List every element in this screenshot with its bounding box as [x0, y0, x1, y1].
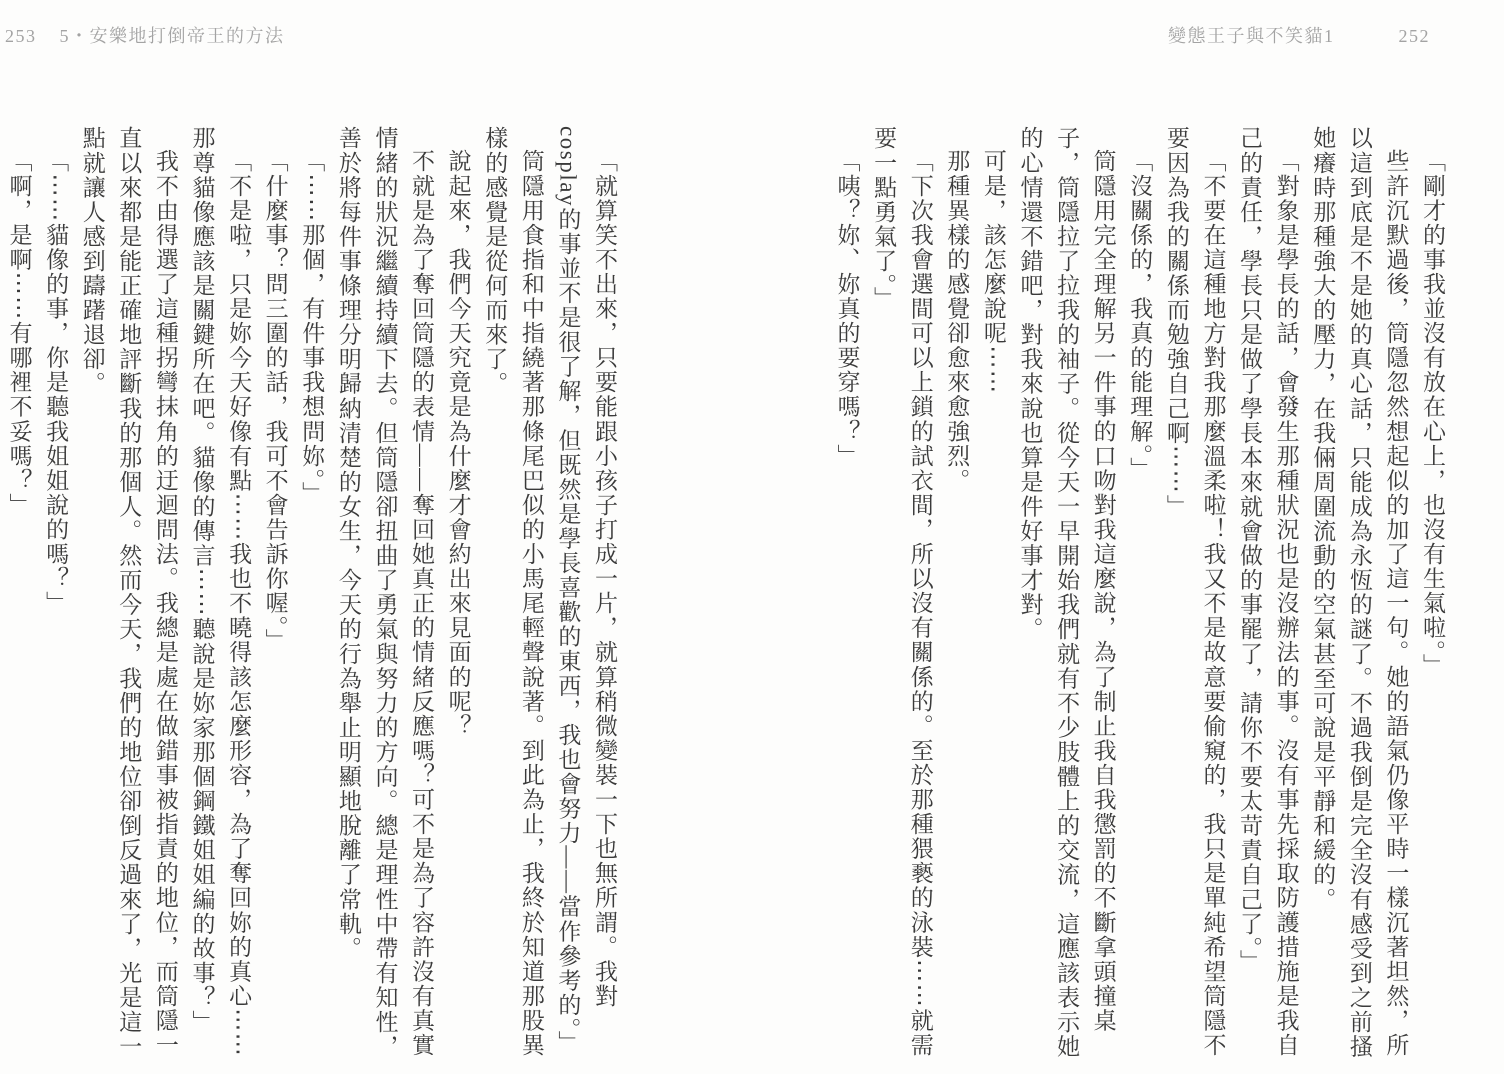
left-page-text [6, 126, 622, 1066]
paragraph: 筒隱用食指和中指繞著那條尾巴似的小馬尾輕聲說著。到此為止，我終於知道那股異樣的感覺是從何而來了。 [482, 126, 544, 1058]
paragraph: 「就算笑不出來，只要能跟小孩子打成一片，就算稍微變裝一下也無所謂。我對cosplay的事並不是很了解，但既然是學長喜歡的東西，我也會努力——當作參考的。」 [555, 126, 617, 1055]
left-chapter-title: 5・安樂地打倒帝王的方法 [59, 26, 285, 46]
paragraph: 「對象是學長的話，會發生那種狀況也是沒辦法的事。沒有事先採取防護措施是我自己的責任，學長只是做了學長本來就會做的事罷了，請你不要太苛責自己了。」 [1237, 126, 1299, 1058]
paragraph: 我不由得選了這種拐彎抹角的迂迴問法。我總是處在做錯事被指責的地位，而筒隱一直以來都是能正確地評斷我的那個人。然而今天，我們的地位卻倒反過來了，光是這一點就讓人感到躊躇退卻。 [79, 126, 178, 1059]
paragraph: 「什麼事？問三圍的話，我可不會告訴你喔。」 [262, 149, 288, 654]
right-page-number: 252 [1398, 26, 1430, 46]
paragraph: 「沒關係的，我真的能理解。」 [1127, 149, 1153, 482]
right-book-title: 變態王子與不笑貓1 [1168, 26, 1335, 46]
paragraph: 可是，該怎麼說呢⋯⋯ [980, 149, 1006, 395]
paragraph: 「不要在這種地方對我那麼溫柔啦！我又不是故意要偷窺的，我只是單純希望筒隱不要因為我的關係而勉強自己啊⋯⋯」 [1163, 126, 1226, 1058]
paragraph: 「啊，是啊⋯⋯有哪裡不妥嗎？」 [6, 149, 32, 518]
paragraph: 「下次我會選間可以上鎖的試衣間，所以沒有關係的。至於那種猥褻的泳裝⋯⋯就需要一點勇氣了。」 [871, 126, 933, 1058]
paragraph: 些許沉默過後，筒隱忽然想起似的加了這一句。她的語氣仍像平時一樣沉著坦然，所以這到底是不是她的真心話，只能成為永恆的謎了。不過我倒是完全沒有感受到之前搔她癢時那種強大的壓力，在我倆周圍流動的空氣甚至可說是平靜和緩的。 [1310, 126, 1409, 1059]
paragraph: 「⋯⋯那個，有件事我想問妳。」 [299, 149, 325, 506]
paragraph: 不就是為了奪回筒隱的表情——奪回她真正的情緒反應嗎？可不是為了容許沒有真實情緒的狀況繼續持續下去。但筒隱卻扭曲了勇氣與努力的方向。總是理性中帶有知性，善於將每件事條理分明歸納清楚的女生，今天的行為舉止明顯地脫離了常軌。 [335, 126, 435, 1059]
paragraph: 筒隱用完全理解另一件事的口吻對我這麼說，為了制止我自我懲罰的不斷拿頭撞桌子，筒隱拉了拉我的袖子。從今天一早開始我們就有不少肢體上的交流，這應該表示她的心情還不錯吧，對我來說也算是件好事才對。 [1017, 126, 1116, 1059]
paragraph: 「不是啦，只是妳今天好像有點⋯⋯我也不曉得該怎麼形容，為了奪回妳的真心⋯⋯那尊貓像應該是關鍵所在吧。貓像的傳言⋯⋯聽說是妳家那個鋼鐵姐姐編的故事？」 [189, 126, 252, 1058]
paragraph: 「⋯⋯貓像的事，你是聽我姐姐說的嗎？」 [43, 149, 69, 616]
paragraph: 說起來，我們今天究竟是為什麼才會約出來見面的呢？ [445, 149, 471, 739]
left-page-header [5, 25, 285, 47]
right-page-text [820, 126, 1450, 1066]
left-page-number: 253 [5, 26, 37, 46]
paragraph: 「咦？妳、妳真的要穿嗎？」 [834, 149, 860, 469]
paragraph: 那種異樣的感覺卻愈來愈強烈。 [944, 149, 970, 493]
paragraph: 「剛才的事我並沒有放在心上，也沒有生氣啦。」 [1420, 149, 1445, 678]
right-page-header [1168, 25, 1430, 47]
